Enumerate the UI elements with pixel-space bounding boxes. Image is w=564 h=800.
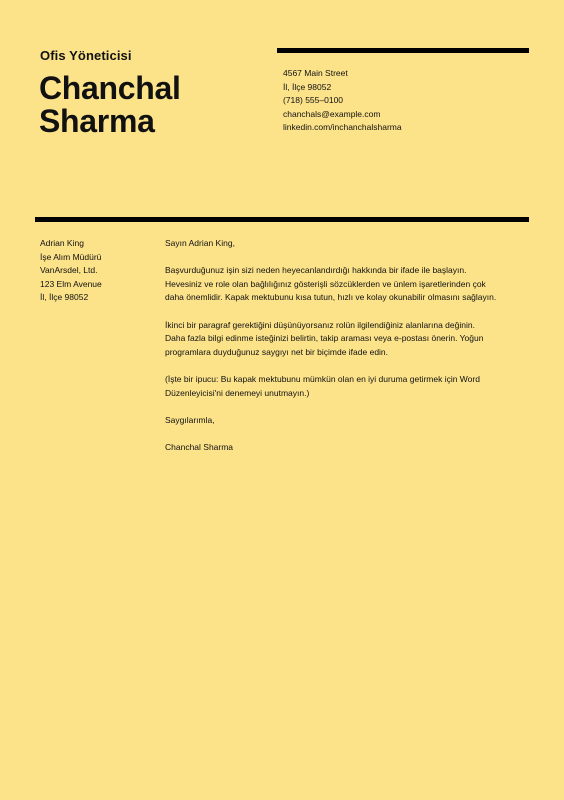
recipient-street: 123 Elm Avenue xyxy=(40,278,102,289)
applicant-first-name: Chanchal xyxy=(39,70,181,106)
contact-email: chanchals@example.com xyxy=(283,108,381,119)
job-title: Ofis Yöneticisi xyxy=(40,48,132,63)
paragraph-2 xyxy=(165,319,529,360)
contact-linkedin: linkedin.com/inchanchalsharma xyxy=(283,122,402,133)
paragraph-line: Başvurduğunuz işin sizi neden heyecanlandırdığı hakkında bir ifade ile başlayın. xyxy=(165,265,467,276)
closing: Saygılarımla, xyxy=(165,414,215,425)
contact-phone: (718) 555–0100 xyxy=(283,95,344,106)
paragraph-line: daha önemlidir. Kapak mektubunu kısa tutun, hızlı ve kolay okunabilir olmasını sağlayın. xyxy=(165,292,497,303)
applicant-last-name: Sharma xyxy=(39,103,155,139)
paragraph-line: İkinci bir paragraf gerektiğini düşünüyorsanız rolün ilgilendiğiniz alanlarına değinin. xyxy=(165,319,475,330)
paragraph-3 xyxy=(165,373,529,400)
greeting: Sayın Adrian King, xyxy=(165,238,235,248)
paragraph-line: Düzenleyicisi'ni denemeyi unutmayın.) xyxy=(165,387,310,398)
signature: Chanchal Sharma xyxy=(165,441,234,452)
section-divider xyxy=(35,217,529,222)
paragraph-line: Daha fazla bilgi edinme isteğinizi belirtin, takip araması veya e-postası önerin. Yoğun xyxy=(165,333,484,344)
contact-info xyxy=(283,67,402,135)
paragraph-line: Hevesiniz ve role olan bağlılığınız gösterişli sözcüklerden ve ünlem işaretlerinden çok xyxy=(165,278,486,289)
recipient-company: VanArsdel, Ltd. xyxy=(40,265,98,276)
letter-body xyxy=(165,237,529,468)
recipient-name: Adrian King xyxy=(40,238,84,248)
applicant-name xyxy=(39,72,181,138)
paragraph-1 xyxy=(165,264,529,305)
paragraph-line: (İşte bir ipucu: Bu kapak mektubunu mümkün olan en iyi duruma getirmek için Word xyxy=(165,373,480,384)
recipient-title: İşe Alım Müdürü xyxy=(40,251,102,262)
contact-street: 4567 Main Street xyxy=(283,68,348,78)
recipient-block xyxy=(40,237,102,305)
paragraph-line: programlara duyduğunuz saygıyı net bir biçimde ifade edin. xyxy=(165,346,389,357)
header-divider xyxy=(277,48,529,53)
contact-city: İl, İlçe 98052 xyxy=(283,81,332,92)
recipient-city: İl, İlçe 98052 xyxy=(40,292,89,303)
